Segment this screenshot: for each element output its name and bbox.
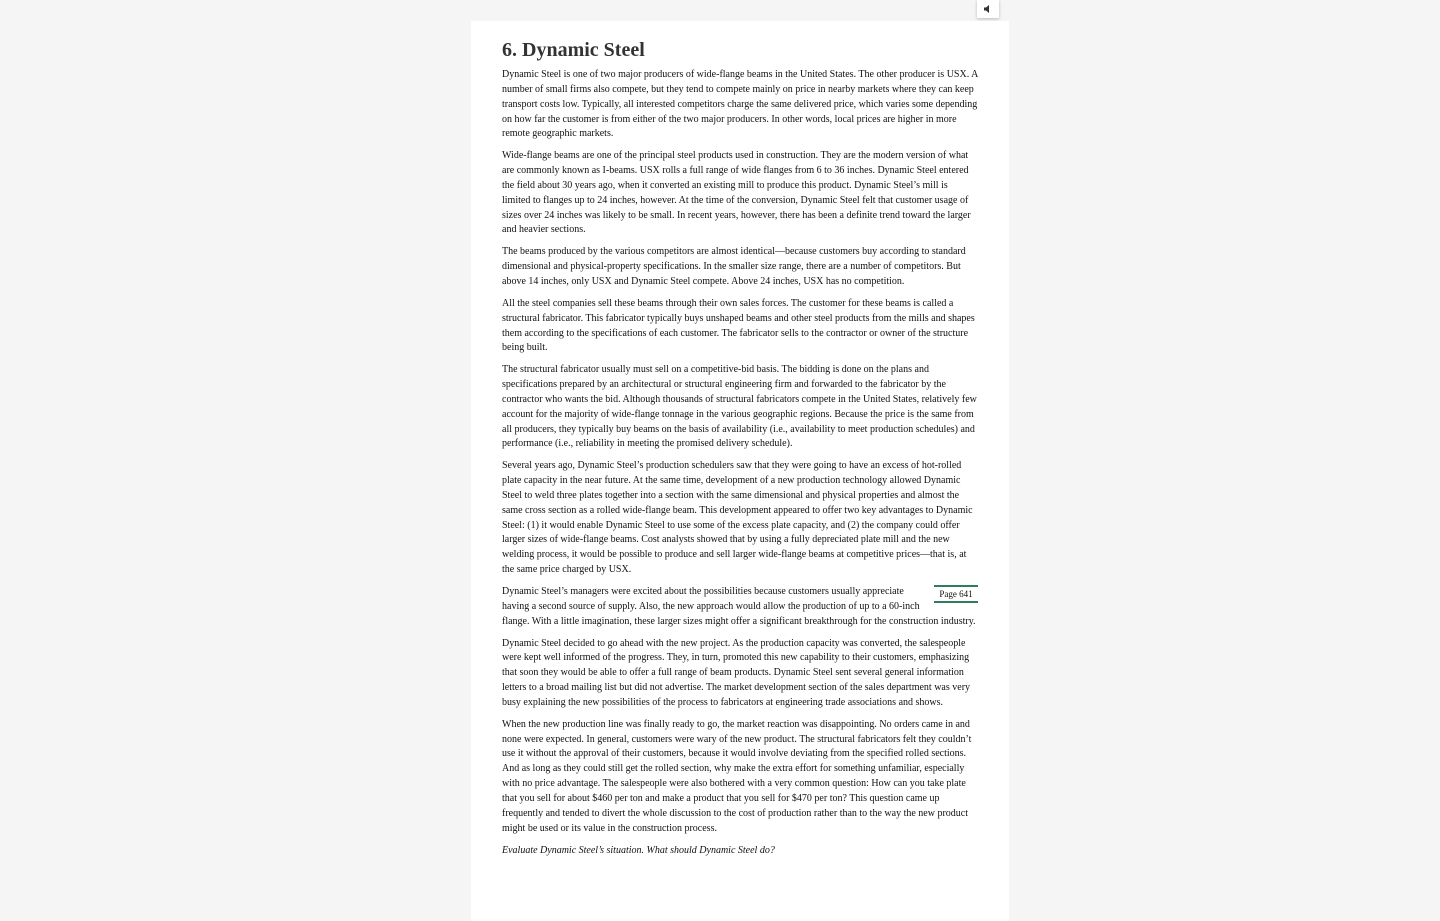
document-content <box>502 37 978 865</box>
speaker-icon <box>984 5 992 13</box>
paragraph-9: When the new production line was finally ready to go, the market reaction was disappointing. No orders came in and none were expected. In general, customers were wary of the new product. The structural fabricators felt they couldn’t use it without the approval of their customers, because it would involve deviating from the specified rolled sections. And as long as they could still get the rolled section, why make the extra effort for something unfamiliar, especially with no price advantage. The salespeople were also bothered with a very common question: How can you take plate that you sell for about $460 per ton and make a product that you sell for $470 per ton? This question came up frequently and tended to divert the whole discussion to the cost of production rather than to the way the new product might be used or its value in the construction process. <box>502 718 972 834</box>
read-aloud-button[interactable] <box>977 0 999 18</box>
paragraph-5: The structural fabricator usually must sell on a competitive-bid basis. The bidding is done on the plans and specifications prepared by an architectural or structural engineering firm and forwarded to the fabricator by the contractor who wants the bid. Although thousands of structural fabricators compete in the United States, relatively few account for the majority of wide-flange tonnage in the various geographic regions. Because the price is the same from all producers, they typically buy beams on the basis of availability (i.e., availability to meet production schedules) and performance (i.e., reliability in meeting the promised delivery schedule). <box>502 364 977 450</box>
paragraph-2: Wide-flange beams are one of the principal steel products used in construction. They are the modern version of what are commonly known as I-beams. USX rolls a full range of wide flanges from 6 to 36 inches. Dynamic Steel entered the field about 30 years ago, when it converted an existing mill to produce this product. Dynamic Steel’s mill is limited to flanges up to 24 inches, however. At the time of the conversion, Dynamic Steel felt that customer usage of sizes over 24 inches was likely to be small. In recent years, however, there has been a definite trend toward the larger and heavier sections. <box>502 150 971 236</box>
document-page <box>471 21 1009 921</box>
page-title: 6. Dynamic Steel <box>502 39 645 61</box>
paragraph-7: Dynamic Steel’s managers were excited about the possibilities because customers usually appreciate having a second source of supply. Also, the new approach would allow the production of up to a 60-inch flange. With a little imagination, these larger sizes might offer a significant breakthrough for the construction industry. <box>502 586 976 627</box>
paragraph-4: All the steel companies sell these beams through their own sales forces. The customer for these beams is called a structural fabricator. This fabricator typically buys unshaped beams and other steel products from the mills and shapes them according to the specifications of each customer. The fabricator sells to the contractor or owner of the structure being built. <box>502 297 975 354</box>
paragraph-3: The beams produced by the various competitors are almost identical—because customers buy according to standard dimensional and physical-property specifications. In the smaller size range, there are a number of competitors. But above 14 inches, only USX and Dynamic Steel compete. Above 24 inches, USX has no competition. <box>502 246 966 287</box>
discussion-question: Evaluate Dynamic Steel’s situation. What should Dynamic Steel do? <box>502 844 775 856</box>
paragraph-1: Dynamic Steel is one of two major producers of wide-flange beams in the United States. The other producer is USX. A number of small firms also compete, but they tend to compete mainly on price in nearby markets where they can keep transport costs low. Typically, all interested competitors charge the same delivered price, which varies some depending on how far the customer is from either of the two major producers. In other words, local prices are higher in more remote geographic markets. <box>502 69 978 140</box>
page-number-marker: Page 641 <box>934 585 978 603</box>
paragraph-8: Dynamic Steel decided to go ahead with the new project. As the production capacity was converted, the salespeople were kept well informed of the progress. They, in turn, promoted this new capability to their customers, emphasizing that soon they would be able to offer a full range of beam products. Dynamic Steel sent several general information letters to a broad mailing list but did not advertise. The market development section of the sales department was very busy explaining the new possibilities of the process to fabricators at engineering trade associations and shows. <box>502 637 971 708</box>
paragraph-6: Several years ago, Dynamic Steel’s production schedulers saw that they were going to have an excess of hot-rolled plate capacity in the near future. At the same time, development of a new production technology allowed Dynamic Steel to weld three plates together into a section with the same dimensional and physical properties and almost the same cross section as a rolled wide-flange beam. This development appeared to offer two key advantages to Dynamic Steel: (1) it would enable Dynamic Steel to use some of the excess plate capacity, and (2) the company could offer larger sizes of wide-flange beams. Cost analysts showed that by using a fully depreciated plate mill and the new welding process, it would be possible to produce and sell larger wide-flange beams at competitive prices—that is, at the same price charged by USX. <box>502 460 973 576</box>
